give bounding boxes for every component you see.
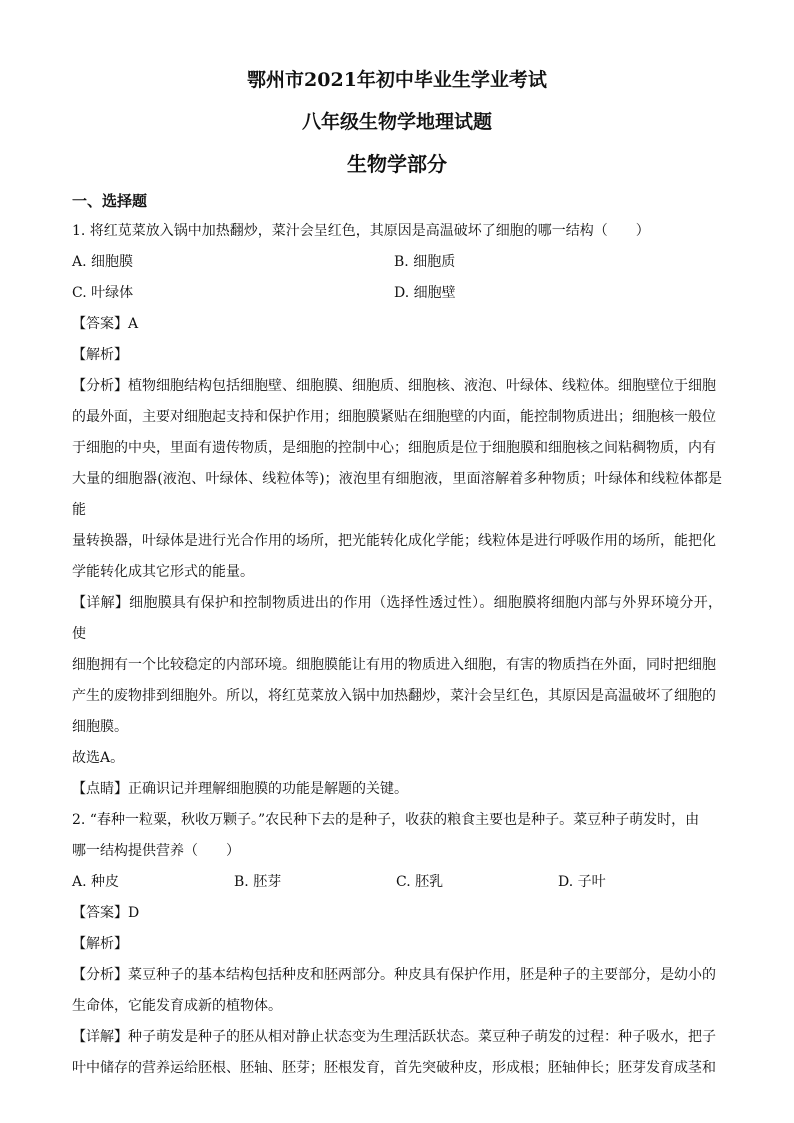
detail-line: 细胞拥有一个比较稳定的内部环境。细胞膜能让有用的物质进入细胞，有害的物质挡在外面，同时把细胞 <box>72 657 716 673</box>
option-c: C. 胚乳 <box>396 874 444 890</box>
analysis-heading: 【解析】 <box>72 347 128 363</box>
options <box>72 247 722 309</box>
detail-line: 【详解】种子萌发是种子的胚从相对静止状态变为生理活跃状态。菜豆种子萌发的过程：种子吸水，把子 <box>72 1029 716 1045</box>
section-title: 生物学部分 <box>347 152 447 176</box>
detail-block <box>72 588 722 743</box>
section-heading: 一、选择题 <box>72 192 148 210</box>
detail-line: 产生的废物排到细胞外。所以，将红苋菜放入锅中加热翻炒，菜汁会呈红色，其原因是高温破坏了细胞的 <box>72 688 716 704</box>
analysis-line: 学能转化成其它形式的能量。 <box>72 564 254 580</box>
option-d: D. 子叶 <box>558 874 606 890</box>
option-a: A. 种皮 <box>72 874 120 890</box>
analysis-line: 生命体，它能发育成新的植物体。 <box>72 998 282 1014</box>
detail-block <box>72 1022 722 1084</box>
question-1 <box>72 216 722 805</box>
choice-statement: 故选A。 <box>72 750 125 766</box>
answer: 【答案】D <box>72 905 140 921</box>
analysis-block <box>72 371 722 588</box>
analysis-line: 【分析】植物细胞结构包括细胞壁、细胞膜、细胞质、细胞核、液泡、叶绿体、线粒体。细胞壁位于细胞 <box>72 378 716 394</box>
option-b: B. 胚芽 <box>234 874 282 890</box>
options <box>72 867 722 898</box>
answer: 【答案】A <box>72 316 139 332</box>
option-b: B. 细胞质 <box>394 254 456 270</box>
detail-line: 【详解】细胞膜具有保护和控制物质进出的作用（选择性透过性）。细胞膜将细胞内部与外界环境分开，使 <box>72 595 722 642</box>
question-stem: 2. “春种一粒粟，秋收万颗子。”农民种下去的是种子，收获的粮食主要也是种子。菜豆种子萌发时，由 <box>72 812 700 828</box>
detail-line: 细胞膜。 <box>72 719 128 735</box>
option-d: D. 细胞壁 <box>394 285 456 301</box>
question-stem-cont: 哪一结构提供营养（ ） <box>72 843 240 859</box>
analysis-line: 大量的细胞器(液泡、叶绿体、线粒体等)；液泡里有细胞液，里面溶解着多种物质；叶绿体和线粒体都是能 <box>72 471 722 518</box>
analysis-heading: 【解析】 <box>72 936 128 952</box>
analysis-line: 量转换器，叶绿体是进行光合作用的场所，把光能转化成化学能；线粒体是进行呼吸作用的场所，能把化 <box>72 533 716 549</box>
comment: 【点睛】正确识记并理解细胞膜的功能是解题的关键。 <box>72 781 408 797</box>
option-a: A. 细胞膜 <box>72 254 134 270</box>
detail-line: 叶中储存的营养运给胚根、胚轴、胚芽；胚根发育，首先突破种皮，形成根；胚轴伸长；胚芽发育成茎和 <box>72 1060 716 1076</box>
question-2 <box>72 805 722 1084</box>
exam-subtitle: 八年级生物学地理试题 <box>301 111 492 133</box>
option-c: C. 叶绿体 <box>72 285 134 301</box>
exam-page <box>72 64 722 1084</box>
analysis-line: 于细胞的中央，里面有遗传物质，是细胞的控制中心；细胞质是位于细胞膜和细胞核之间粘稠物质，内有 <box>72 440 716 456</box>
exam-title: 鄂州市2021年初中毕业生学业考试 <box>247 69 547 91</box>
analysis-block <box>72 960 722 1022</box>
analysis-line: 【分析】菜豆种子的基本结构包括种皮和胚两部分。种皮具有保护作用，胚是种子的主要部分，是幼小的 <box>72 967 716 983</box>
analysis-line: 的最外面，主要对细胞起支持和保护作用；细胞膜紧贴在细胞壁的内面，能控制物质进出；细胞核一般位 <box>72 409 716 425</box>
question-stem: 1. 将红苋菜放入锅中加热翻炒，菜汁会呈红色，其原因是高温破坏了细胞的哪一结构（ ） <box>72 223 650 239</box>
